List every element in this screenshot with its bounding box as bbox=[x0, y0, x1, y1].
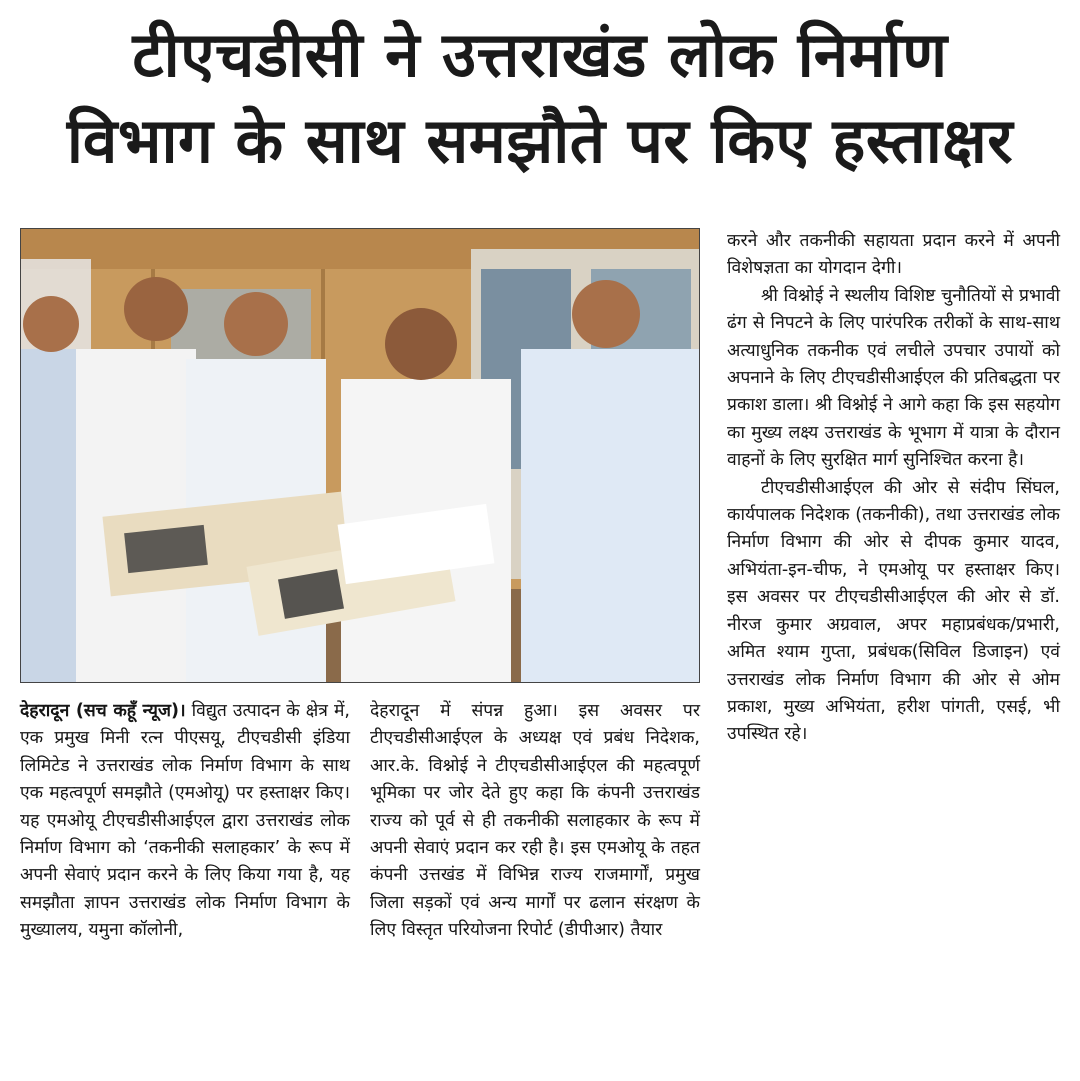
paragraph: विद्युत उत्पादन के क्षेत्र में, एक प्रमुख मिनी रत्न पीएसयू, टीएचडीसी इंडिया लिमिटेड ने उत्तराखंड लोक निर्माण विभाग के साथ एक महत्वपूर्ण समझौते (एमओयू) पर हस्ताक्षर किए। यह एमओयू टीएचडीसीआईएल द्वारा उत्तराखंड लोक निर्माण विभाग को ‘तकनीकी सलाहकार’ के रूप में अपनी सेवाएं प्रदान करने के लिए किया गया है, यह समझौता ज्ञापन उत्तराखंड लोक निर्माण विभाग के मुख्यालय, यमुना कॉलोनी, bbox=[20, 701, 350, 941]
headline bbox=[0, 12, 1080, 184]
paragraph: टीएचडीसीआईएल की ओर से संदीप सिंघल, कार्यपालक निदेशक (तकनीकी), तथा उत्तराखंड लोक निर्माण विभाग की ओर से दीपक कुमार यादव, अभियंता-इन-चीफ, ने एमओयू पर हस्ताक्षर किए। इस अवसर पर टीएचडीसीआईएल की ओर से डॉ. नीरज कुमार अग्रवाल, अपर महाप्रबंधक/प्रभारी, अमित श्याम गुप्ता, प्रबंधक(सिविल डिजाइन) एवं उत्तराखंड लोक निर्माण विभाग की ओर से ओम प्रकाश, मुख्य अभियंता, हरीश पांगती, एसई, भी उपस्थित रहे। bbox=[727, 477, 1060, 745]
headline-line-2: विभाग के साथ समझौते पर किए हस्ताक्षर bbox=[66, 104, 1014, 177]
paragraph: श्री विश्नोई ने स्थलीय विशिष्ट चुनौतियों से प्रभावी ढंग से निपटने के लिए पारंपरिक तरीकों के साथ-साथ अत्याधुनिक तकनीक एवं लचीले उपचार उपायों को अपनाने के लिए टीएचडीसीआईएल की प्रतिबद्धता पर प्रकाश डाला। श्री विश्नोई ने आगे कहा कि इस सहयोग का मुख्य लक्ष्य उत्तराखंड के भूभाग में यात्रा के दौरान वाहनों के लिए सुरक्षित मार्ग सुनिश्चित करना है। bbox=[727, 285, 1060, 471]
paragraph: देहरादून में संपन्न हुआ। इस अवसर पर टीएचडीसीआईएल के अध्यक्ष एवं प्रबंध निदेशक, आर.के. विश्नोई ने टीएचडीसीआईएल की महत्वपूर्ण भूमिका पर जोर देते हुए कहा कि कंपनी उत्तराखंड राज्य को पूर्व से ही तकनीकी सलाहकार के रूप में अपनी सेवाएं प्रदान कर रही है। इस एमओयू के तहत कंपनी उत्तखंड में विभिन्न राज्य राजमार्गों, प्रमुख जिला सड़कों एवं अन्य मार्गों पर ढलान संरक्षण के लिए विस्तृत परियोजना रिपोर्ट (डीपीआर) तैयार bbox=[370, 701, 700, 941]
article-column-2 bbox=[370, 698, 700, 945]
group-photo-icon bbox=[21, 229, 700, 683]
news-photo bbox=[20, 228, 700, 683]
article-column-3 bbox=[727, 228, 1060, 749]
dateline: देहरादून (सच कहूँ न्यूज)। bbox=[20, 701, 186, 721]
article-column-1 bbox=[20, 698, 350, 945]
paragraph: करने और तकनीकी सहायता प्रदान करने में अपनी विशेषज्ञता का योगदान देगी। bbox=[727, 231, 1060, 279]
headline-line-1: टीएचडीसी ने उत्तराखंड लोक निर्माण bbox=[132, 18, 948, 91]
